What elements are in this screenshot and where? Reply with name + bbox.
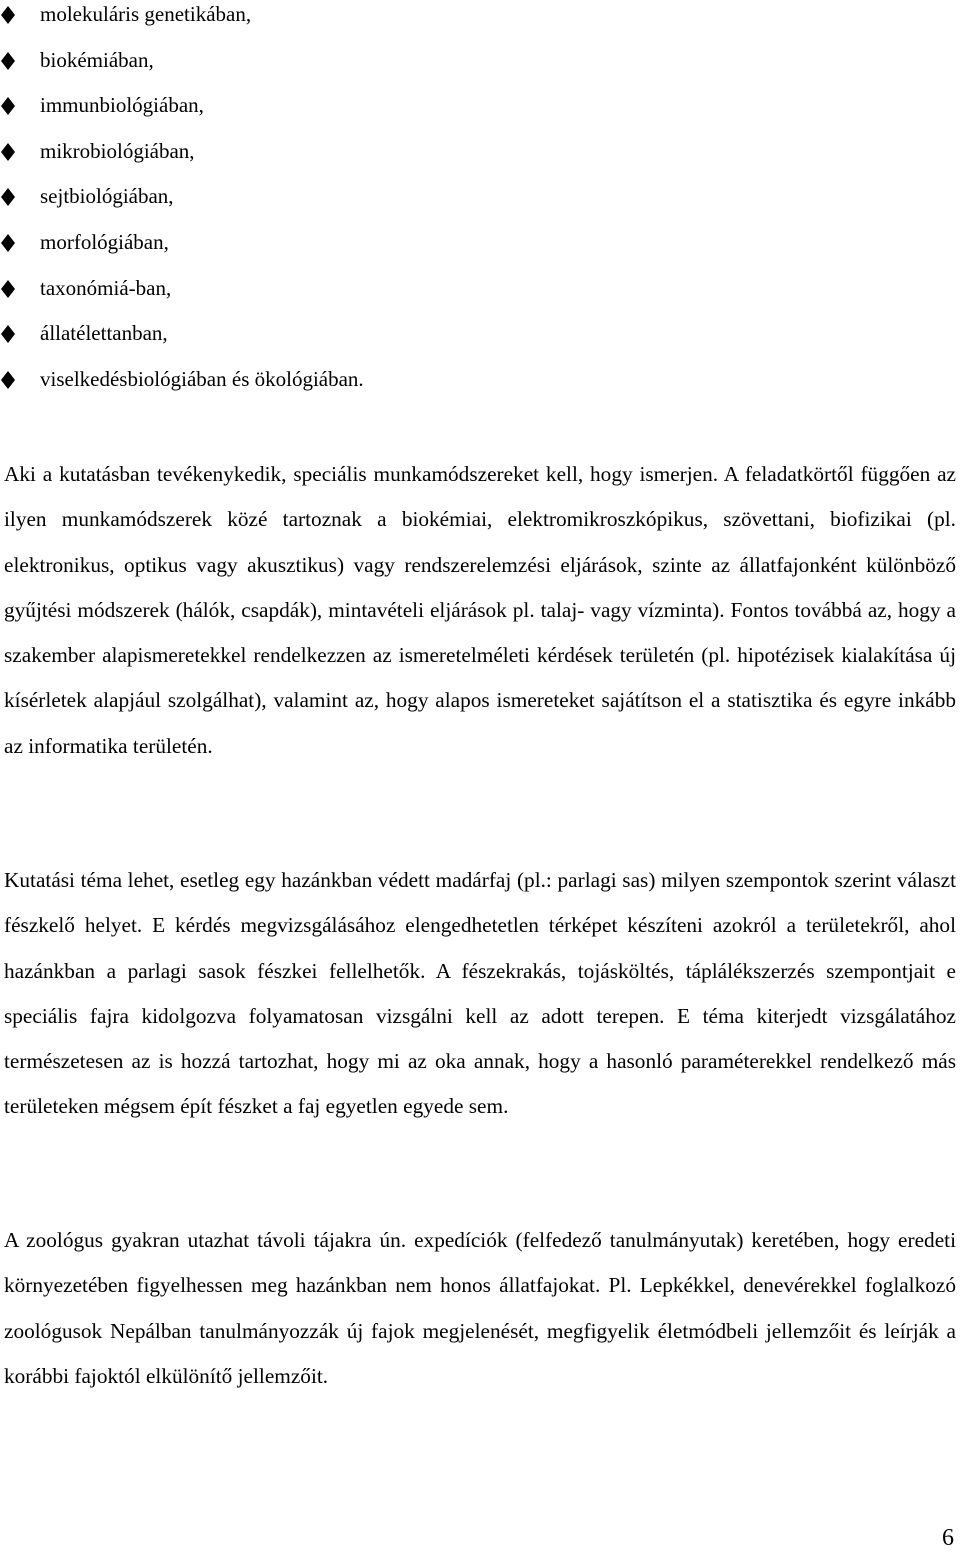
- diamond-bullet-icon: [1, 325, 15, 343]
- list-item-text: biokémiában,: [40, 47, 154, 72]
- diamond-bullet-icon: [1, 6, 15, 24]
- list-item: [0, 182, 364, 228]
- list-item: [0, 274, 364, 320]
- list-item: [0, 46, 364, 92]
- list-item-text: morfológiában,: [40, 229, 169, 254]
- diamond-bullet-icon: [1, 371, 15, 389]
- paragraph-research-methods: Aki a kutatásban tevékenykedik, speciális munkamódszereket kell, hogy ismerjen. A feladatkörtől függően az ilyen munkamódszerek közé tartoznak a biokémiai, elektromikroszkópikus, szövettani, biofizikai (pl. elektronikus, optikus vagy akusztikus) vagy rendszerelemzési eljárások, szinte az állatfajonként különböző gyűjtési módszerek (hálók, csapdák), mintavételi eljárások pl. talaj- vagy vízminta). Fontos továbbá az, hogy a szakember alapismeretekkel rendelkezzen az ismeretelméleti kérdések területén (pl. hipotézisek kialakítása új kísérletek alapjául szolgálhat), valamint az, hogy alapos ismereteket sajátítson el a statisztika és egyre inkább az informatika területén.: [4, 462, 956, 758]
- list-item: [0, 319, 364, 365]
- list-item: [0, 137, 364, 183]
- list-item-text: viselkedésbiológiában és ökológiában.: [40, 366, 364, 391]
- diamond-bullet-icon: [1, 143, 15, 161]
- paragraph-research-topic: Kutatási téma lehet, esetleg egy hazánkban védett madárfaj (pl.: parlagi sas) milyen szempontok szerint választ fészkelő helyet. E kérdés megvizsgálásához elengedhetetlen térképet készíteni azokról a területekről, ahol hazánkban a parlagi sasok fészkei fellelhetők. A fészekrakás, tojásköltés, táplálékszerzés szempontjait e speciális fajra kidolgozva folyamatosan vizsgálni kell az adott terepen. E téma kiterjedt vizsgálatához természetesen az is hozzá tartozhat, hogy mi az oka annak, hogy a hasonló paraméterekkel rendelkező más területeken mégsem épít fészket a faj egyetlen egyede sem.: [4, 868, 956, 1119]
- diamond-bullet-icon: [1, 97, 15, 115]
- list-item-text: állatélettanban,: [40, 321, 168, 346]
- list-item-text: immunbiológiában,: [40, 93, 204, 118]
- list-item-text: sejtbiológiában,: [40, 184, 174, 209]
- paragraph-expeditions: A zoológus gyakran utazhat távoli tájakra ún. expedíciók (felfedező tanulmányutak) keretében, hogy eredeti környezetében figyelhessen meg hazánkban nem honos állatfajokat. Pl. Lepkékkel, denevérekkel foglalkozó zoológusok Nepálban tanulmányozzák új fajok megjelenését, megfigyelik életmódbeli jellemzőit és leírják a korábbi fajoktól elkülönítő jellemzőit.: [4, 1228, 956, 1388]
- list-item-text: molekuláris genetikában,: [40, 2, 252, 26]
- diamond-bullet-icon: [1, 234, 15, 252]
- list-item-text: mikrobiológiában,: [40, 138, 195, 163]
- list-item: [0, 228, 364, 274]
- diamond-bullet-icon: [1, 280, 15, 298]
- page-number: 6: [942, 1525, 954, 1551]
- list-item-text: taxonómiá-ban,: [40, 275, 172, 300]
- list-item: [0, 365, 364, 411]
- list-item: [0, 0, 364, 46]
- diamond-bullet-icon: [1, 52, 15, 70]
- bullet-list: [0, 0, 364, 410]
- list-item: [0, 91, 364, 137]
- diamond-bullet-icon: [1, 188, 15, 206]
